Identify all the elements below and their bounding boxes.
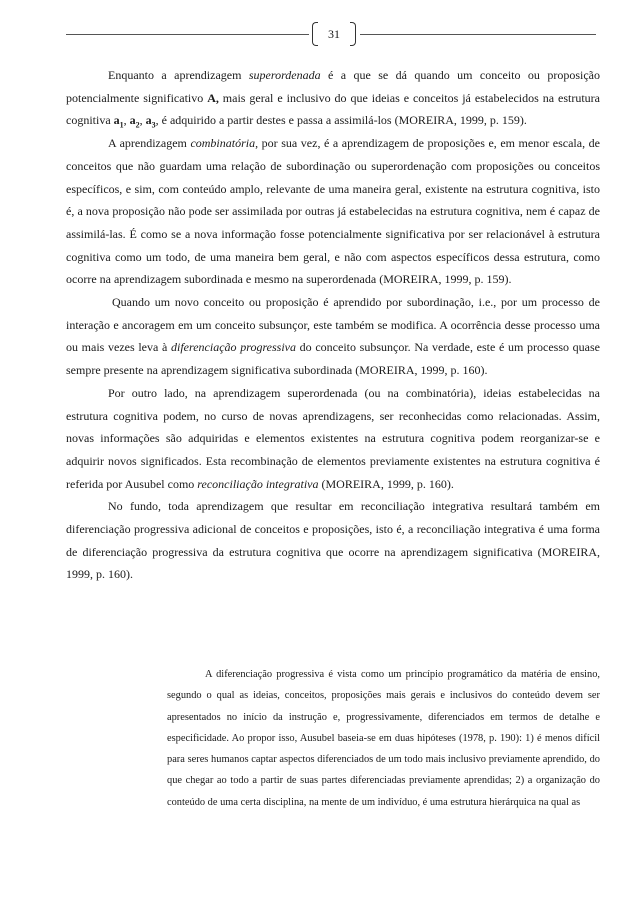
variable-a3	[145, 113, 156, 130]
separator: ,	[123, 113, 130, 128]
variable-a1	[113, 113, 124, 130]
variable-letter: a	[113, 113, 120, 128]
page-number: 31	[328, 27, 340, 41]
text-run: No fundo, toda aprendizagem que resultar em reconciliação integrativa resultará também em diferenciação progressiva adicional de conceitos e proposições, isto é, a reconciliação integrativa é uma forma de diferenciação progressiva da estrutura cognitiva que ocorre na aprendizagem significativa (MOREIRA, 1999, p. 160).	[66, 499, 600, 582]
paragraph-superordinate	[66, 64, 600, 132]
subscript: 2	[135, 120, 140, 130]
text-run: do conceito subsunçor. Na verdade, este é um processo quase sempre presente na aprendizagem significativa subordinada (MOREIRA, 1999, p. 160).	[66, 340, 600, 378]
term-superordenada: superordenada	[248, 68, 321, 82]
paragraph-integrative-reconciliation	[66, 382, 600, 496]
term-reconciliacao-integrativa: reconciliação integrativa	[197, 476, 319, 491]
term-diferenciacao-progressiva: diferenciação progressiva	[171, 340, 296, 355]
text-run: mais geral e inclusivo do que ideias e conceitos já estabelecidos na estrutura cognitiva	[66, 90, 600, 128]
body-text	[66, 64, 600, 586]
text-run: Quando um novo conceito ou proposição é aprendido por subordinação, i.e., por um processo de interação e ancoragem em um conceito subsunçor, este também se modifica. A ocorrência desse processo uma ou mais vezes leva à	[66, 295, 600, 355]
term-combinatoria: combinatória	[190, 136, 256, 151]
paragraph-conclusion	[66, 495, 600, 586]
page-header	[0, 20, 638, 50]
separator: ,	[139, 113, 146, 128]
text-run: (MOREIRA, 1999, p. 160).	[318, 476, 454, 491]
paragraph-progressive-differentiation	[66, 291, 600, 382]
paragraph-combinatorial	[66, 132, 600, 291]
text-run: A aprendizagem	[108, 136, 191, 151]
variable-letter: a	[145, 113, 152, 128]
subscript: 3	[151, 120, 156, 130]
text-run: Por outro lado, na aprendizagem superordenada (ou na combinatória), ideias estabelecidas na estrutura cognitiva podem, no curso de novas aprendizagens, ser reconhecidas como relacionadas. Assim, novas informações são adquiridas e elementos existentes na estrutura cognitiva podem reorganizar-se e adquirir novos significados. Esta recombinação de elementos previamente existentes na estrutura cognitiva é referida por Ausubel como	[66, 385, 600, 491]
text-run: Enquanto a aprendizagem	[108, 68, 249, 82]
header-rule-right	[360, 34, 596, 35]
text-run: , por sua vez, é a aprendizagem de proposições e, em menor escala, de conceitos que não guardam uma relação de subordinação ou superordenação com proposições ou conceitos específicos, e sim, com conteúdo amplo, relevante de uma maneira geral, existente na estrutura cognitiva, isto é, a nova proposição não pode ser assimilada por outras já estabelecidas na estrutura cognitiva, nem é capaz de assimilá-las. É como se a nova informação fosse potencialmente significativa por ser relacionável à estrutura cognitiva como um todo, de uma maneira bem geral, e não com aspectos específicos dessa estrutura, como ocorre na aprendizagem subordinada e mesmo na superordenada (MOREIRA, 1999, p. 159).	[66, 136, 600, 287]
page-number-bracket-right	[350, 22, 356, 46]
variable-a2	[129, 113, 140, 130]
header-rule-left	[66, 34, 309, 35]
variable-letter: a	[129, 113, 136, 128]
text-run: é a que se dá quando um conceito ou proposição potencialmente significativo	[66, 68, 600, 105]
subscript: 1	[119, 120, 124, 130]
block-quote: A diferenciação progressiva é vista como um princípio programático da matéria de ensino, segundo o qual as ideias, conceitos, proposições mais gerais e inclusivos do conteúdo devem ser apresentados no início da instrução e, progressivamente, diferenciados em termos de detalhe e especificidade. Ao propor isso, Ausubel baseia-se em duas hipóteses (1978, p. 190): 1) é menos difícil para seres humanos captar aspectos diferenciados de um todo mais inclusivo previamente aprendido, do que chegar ao todo a partir de suas partes diferenciadas previamente aprendidas; 2) a organização do conteúdo de uma certa disciplina, na mente de um indivíduo, é uma estrutura hierárquica na qual as	[167, 669, 600, 808]
variable-A: A,	[207, 90, 219, 105]
text-run: , é adquirido a partir destes e passa a assimilá-los (MOREIRA, 1999, p. 159).	[155, 113, 527, 128]
